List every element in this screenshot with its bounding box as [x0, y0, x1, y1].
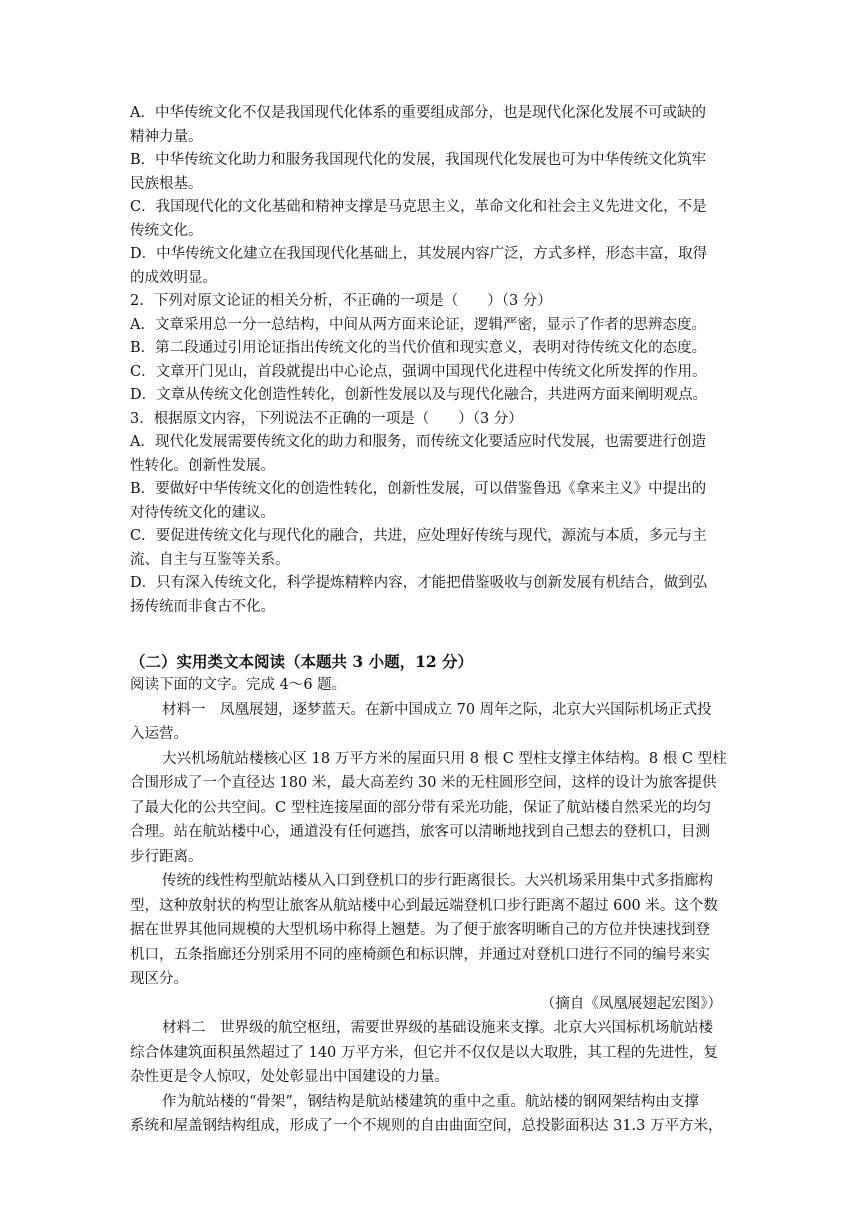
text-line: 精神力量。 — [130, 128, 203, 145]
section-intro: 阅读下面的文字。完成 4～6 题。 — [130, 677, 347, 693]
paragraph-line: 传统的线性构型航站楼从入口到登机口的步行距离很长。大兴机场采用集中式多指廊构 — [162, 873, 713, 889]
text-line: 扬传统而非食古不化。 — [130, 598, 275, 615]
paragraph-line: 现区分。 — [130, 971, 188, 987]
material-two-line: 杂性更是令人惊叹，处处彰显出中国建设的力量。 — [130, 1069, 449, 1085]
text-line: D．文章从传统文化创造性转化，创新性发展以及与现代化融合，共进两方面来阐明观点。 — [130, 387, 708, 403]
text-line: D．只有深入传统文化，科学提炼精粹内容，才能把借鉴吸收与创新发展有机结合，做到弘 — [130, 575, 708, 591]
text-line: 流、自主与互鉴等关系。 — [130, 551, 290, 568]
text-line: C．我国现代化的文化基础和精神支撑是马克思主义，革命文化和社会主义先进文化，不是 — [130, 199, 707, 215]
material-two-line: 材料二 世界级的航空枢纽，需要世界级的基础设施来支撑。北京大兴国标机场航站楼 — [162, 1020, 713, 1036]
material-two-line: 综合体建筑面积虽然超过了 140 万平方米，但它并不仅仅是以大取胜，其工程的先进性，复 — [130, 1044, 718, 1061]
text-line: A．现代化发展需要传统文化的助力和服务，而传统文化要适应时代发展，也需要进行创造 — [130, 434, 706, 450]
question-options-section — [130, 102, 730, 619]
practical-reading-section — [130, 649, 730, 1139]
text-line: A．中华传统文化不仅是我国现代化体系的重要组成部分，也是现代化深化发展不可或缺的 — [130, 105, 706, 121]
text-line: C．要促进传统文化与现代化的融合，共进，应处理好传统与现代，源流与本质，多元与主 — [130, 528, 707, 544]
source-citation: （摘自《凤凰展翅起宏图》） — [540, 995, 722, 1012]
text-line: A．文章采用总一分一总结构，中间从两方面来论证，逻辑严密，显示了作者的思辨态度。 — [130, 316, 706, 333]
text-line: B．中华传统文化助力和服务我国现代化的发展，我国现代化发展也可为中华传统文化筑牢 — [130, 152, 707, 168]
paragraph-line: 大兴机场航站楼核心区 18 万平方米的屋面只用 8 根 C 型柱支撑主体结构。8 根 C 型柱 — [162, 750, 727, 767]
paragraph-line: 步行距离。 — [130, 848, 203, 865]
paragraph-line: 了最大化的公共空间。C 型柱连接屋面的部分带有采光功能，保证了航站楼自然采光的均匀 — [130, 799, 712, 816]
paragraph-line: 作为航站楼的“骨架”，钢结构是航站楼建筑的重中之重。航站楼的钢网架结构由支撑 — [162, 1093, 699, 1110]
paragraph-line: 机口，五条指廊还分别采用不同的座椅颜色和标识牌，并通过对登机口进行不同的编号来实 — [130, 946, 710, 963]
paragraph-line: 系统和屋盖钢结构组成，形成了一个不规则的自由曲面空间，总投影面积达 31.3 万平方米， — [130, 1118, 723, 1134]
text-line: 传统文化。 — [130, 222, 203, 239]
text-line: B．要做好中华传统文化的创造性转化，创新性发展，可以借鉴鲁迅《拿来主义》中提出的 — [130, 481, 707, 497]
text-line: C．文章开门见山，首段就提出中心论点，强调中国现代化进程中传统文化所发挥的作用。 — [130, 363, 707, 380]
paragraph-line: 合理。站在航站楼中心，通道没有任何遮挡，旅客可以清晰地找到自己想去的登机口，目测 — [130, 824, 710, 840]
text-line: 民族根基。 — [130, 175, 203, 192]
question-stem: 2．下列对原文论证的相关分析，不正确的一项是（ ）（3 分） — [130, 293, 552, 309]
text-line: 性转化。创新性发展。 — [130, 457, 275, 474]
material-one-line: 入运营。 — [130, 726, 188, 742]
section-heading: （二）实用类文本阅读（本题共 3 小题，12 分） — [130, 652, 474, 671]
material-one-line: 材料一 凤凰展翅，逐梦蓝天。在新中国成立 70 周年之际，北京大兴国际机场正式投 — [162, 701, 712, 718]
question-stem: 3．根据原文内容，下列说法不正确的一项是（ ）（3 分） — [130, 410, 523, 427]
paragraph-line: 合围形成了一个直径达 180 米，最大高差约 30 米的无柱圆形空间，这样的设计为旅客提供 — [130, 775, 717, 791]
text-line: 的成效明显。 — [130, 269, 217, 286]
paragraph-line: 型，这种放射状的构型让旅客从航站楼中心到最远端登机口步行距离不超过 600 米。这个数 — [130, 897, 718, 914]
text-line: B．第二段通过引用论证指出传统文化的当代价值和现实意义，表明对待传统文化的态度。 — [130, 340, 707, 356]
text-line: 对待传统文化的建议。 — [130, 504, 275, 521]
text-line: D．中华传统文化建立在我国现代化基础上，其发展内容广泛，方式多样，形态丰富，取得 — [130, 246, 708, 262]
paragraph-line: 据在世界其他同规模的大型机场中称得上翘楚。为了便于旅客明晰自己的方位并快速找到登 — [130, 922, 710, 938]
